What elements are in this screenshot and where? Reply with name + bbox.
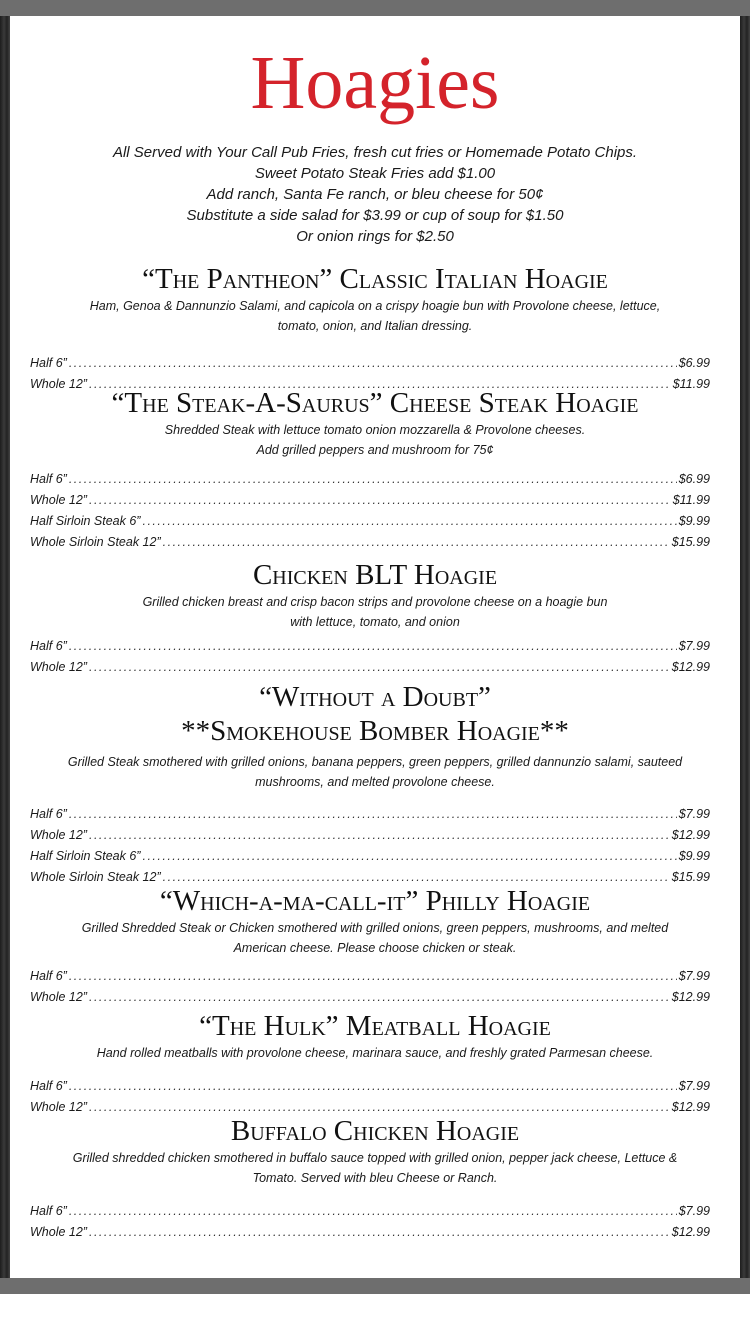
size-label: Whole 12” bbox=[30, 990, 87, 1004]
size-label: Half Sirloin Steak 6” bbox=[30, 849, 141, 863]
price: $11.99 bbox=[672, 493, 710, 507]
intro-line: Or onion rings for $2.50 bbox=[296, 228, 454, 245]
dot-leader bbox=[142, 511, 676, 532]
section-description bbox=[38, 592, 712, 632]
price-list bbox=[30, 966, 710, 1008]
price: $12.99 bbox=[671, 1100, 710, 1114]
size-label: Half 6” bbox=[30, 1079, 67, 1093]
intro-line: Add ranch, Santa Fe ranch, or bleu cheese for 50¢ bbox=[206, 186, 544, 203]
section-description bbox=[38, 918, 712, 958]
price: $6.99 bbox=[678, 356, 710, 370]
dot-leader bbox=[89, 657, 670, 678]
price-row bbox=[30, 1076, 710, 1097]
description-line: Shredded Steak with lettuce tomato onion mozzarella & Provolone cheeses. bbox=[164, 423, 586, 437]
page-title: Hoagies bbox=[250, 41, 500, 125]
description-line: with lettuce, tomato, and onion bbox=[290, 615, 460, 629]
size-label: Half Sirloin Steak 6” bbox=[30, 514, 141, 528]
section-description bbox=[38, 1043, 712, 1063]
size-label: Half 6” bbox=[30, 969, 67, 983]
section-description bbox=[38, 296, 712, 336]
price-row bbox=[30, 353, 710, 374]
section-description bbox=[38, 1148, 712, 1188]
intro-text bbox=[10, 142, 740, 247]
chalkboard-right-edge bbox=[740, 16, 750, 1278]
size-label: Whole 12” bbox=[30, 377, 87, 391]
section-title: “The Pantheon” Classic Italian Hoagie bbox=[142, 263, 608, 295]
price-row bbox=[30, 846, 710, 867]
menu-section-hulk-meatball bbox=[10, 1009, 740, 1118]
price: $12.99 bbox=[671, 828, 710, 842]
dot-leader bbox=[69, 804, 677, 825]
section-title: “Without a Doubt” bbox=[259, 681, 491, 713]
size-label: Half 6” bbox=[30, 356, 67, 370]
price-list bbox=[30, 1076, 710, 1118]
dot-leader bbox=[69, 636, 677, 657]
dot-leader bbox=[69, 353, 677, 374]
top-frame-bar bbox=[0, 0, 750, 16]
description-line: Tomato. Served with bleu Cheese or Ranch. bbox=[252, 1171, 498, 1185]
price-row bbox=[30, 804, 710, 825]
description-line: Ham, Genoa & Dannunzio Salami, and capicola on a crispy hoagie bun with Provolone cheese, lettuce, bbox=[89, 299, 661, 313]
section-title: “The Hulk” Meatball Hoagie bbox=[199, 1010, 551, 1042]
price: $9.99 bbox=[678, 514, 710, 528]
price-row bbox=[30, 636, 710, 657]
dot-leader bbox=[69, 1076, 677, 1097]
dot-leader bbox=[69, 469, 677, 490]
dot-leader bbox=[89, 1222, 670, 1243]
size-label: Half 6” bbox=[30, 1204, 67, 1218]
price-list bbox=[30, 636, 710, 678]
menu-section-chicken-blt bbox=[10, 558, 740, 678]
dot-leader bbox=[163, 532, 670, 553]
price-row bbox=[30, 657, 710, 678]
price-row bbox=[30, 469, 710, 490]
size-label: Whole 12” bbox=[30, 1100, 87, 1114]
bottom-frame-bar bbox=[0, 1278, 750, 1294]
size-label: Half 6” bbox=[30, 807, 67, 821]
price: $7.99 bbox=[678, 639, 710, 653]
size-label: Half 6” bbox=[30, 472, 67, 486]
price: $6.99 bbox=[678, 472, 710, 486]
dot-leader bbox=[89, 490, 671, 511]
price: $7.99 bbox=[678, 1079, 710, 1093]
chalkboard-left-edge bbox=[0, 16, 10, 1278]
size-label: Whole 12” bbox=[30, 660, 87, 674]
dot-leader bbox=[89, 825, 670, 846]
price: $9.99 bbox=[678, 849, 710, 863]
intro-line: All Served with Your Call Pub Fries, fresh cut fries or Homemade Potato Chips. bbox=[112, 144, 638, 161]
price: $7.99 bbox=[678, 1204, 710, 1218]
section-description bbox=[38, 752, 712, 792]
description-line: Grilled chicken breast and crisp bacon strips and provolone cheese on a hoagie bun bbox=[142, 595, 608, 609]
price-row bbox=[30, 490, 710, 511]
size-label: Whole Sirloin Steak 12” bbox=[30, 870, 161, 884]
price-list bbox=[30, 469, 710, 553]
dot-leader bbox=[69, 1201, 677, 1222]
menu-section-buffalo-chicken bbox=[10, 1114, 740, 1243]
price-row bbox=[30, 966, 710, 987]
menu-section-philly bbox=[10, 884, 740, 1008]
description-line: Grilled Shredded Steak or Chicken smothered with grilled onions, green peppers, mushrooms, and melted bbox=[81, 921, 669, 935]
section-title: **Smokehouse Bomber Hoagie** bbox=[181, 715, 569, 747]
intro-line: Substitute a side salad for $3.99 or cup of soup for $1.50 bbox=[186, 207, 564, 224]
price: $12.99 bbox=[671, 990, 710, 1004]
description-line: tomato, onion, and Italian dressing. bbox=[277, 319, 473, 333]
menu-section-pantheon bbox=[10, 262, 740, 395]
description-line: Hand rolled meatballs with provolone cheese, marinara sauce, and freshly grated Parmesan cheese. bbox=[96, 1046, 654, 1060]
description-line: Grilled Steak smothered with grilled onions, banana peppers, green peppers, grilled dannunzio salami, sauteed bbox=[67, 755, 683, 769]
section-title: “The Steak-A-Saurus” Cheese Steak Hoagie bbox=[111, 387, 639, 419]
price: $15.99 bbox=[671, 870, 710, 884]
dot-leader bbox=[142, 846, 676, 867]
description-line: mushrooms, and melted provolone cheese. bbox=[255, 775, 495, 789]
dot-leader bbox=[69, 966, 677, 987]
menu-section-steak-a-saurus bbox=[10, 386, 740, 553]
dot-leader bbox=[89, 987, 670, 1008]
section-description bbox=[38, 420, 712, 460]
price-row bbox=[30, 1222, 710, 1243]
bottom-margin bbox=[0, 1294, 750, 1334]
intro-line: Sweet Potato Steak Fries add $1.00 bbox=[254, 165, 496, 182]
price-row bbox=[30, 1201, 710, 1222]
price: $7.99 bbox=[678, 807, 710, 821]
size-label: Whole 12” bbox=[30, 493, 87, 507]
description-line: American cheese. Please choose chicken or steak. bbox=[233, 941, 517, 955]
size-label: Half 6” bbox=[30, 639, 67, 653]
size-label: Whole Sirloin Steak 12” bbox=[30, 535, 161, 549]
section-title: Chicken BLT Hoagie bbox=[252, 559, 498, 591]
price-row bbox=[30, 825, 710, 846]
price: $12.99 bbox=[671, 660, 710, 674]
menu-section-smokehouse-bomber bbox=[10, 680, 740, 888]
price-row bbox=[30, 532, 710, 553]
price-row bbox=[30, 987, 710, 1008]
price: $7.99 bbox=[678, 969, 710, 983]
section-title: “Which-a-ma-call-it” Philly Hoagie bbox=[159, 885, 591, 917]
size-label: Whole 12” bbox=[30, 828, 87, 842]
description-line: Grilled shredded chicken smothered in buffalo sauce topped with grilled onion, pepper jack cheese, Lettuce & bbox=[72, 1151, 678, 1165]
price: $12.99 bbox=[671, 1225, 710, 1239]
price-row bbox=[30, 511, 710, 532]
size-label: Whole 12” bbox=[30, 1225, 87, 1239]
price-list bbox=[30, 804, 710, 888]
section-title: Buffalo Chicken Hoagie bbox=[230, 1115, 520, 1147]
price-list bbox=[30, 1201, 710, 1243]
price: $11.99 bbox=[672, 377, 710, 391]
description-line: Add grilled peppers and mushroom for 75¢ bbox=[256, 443, 494, 457]
price: $15.99 bbox=[671, 535, 710, 549]
